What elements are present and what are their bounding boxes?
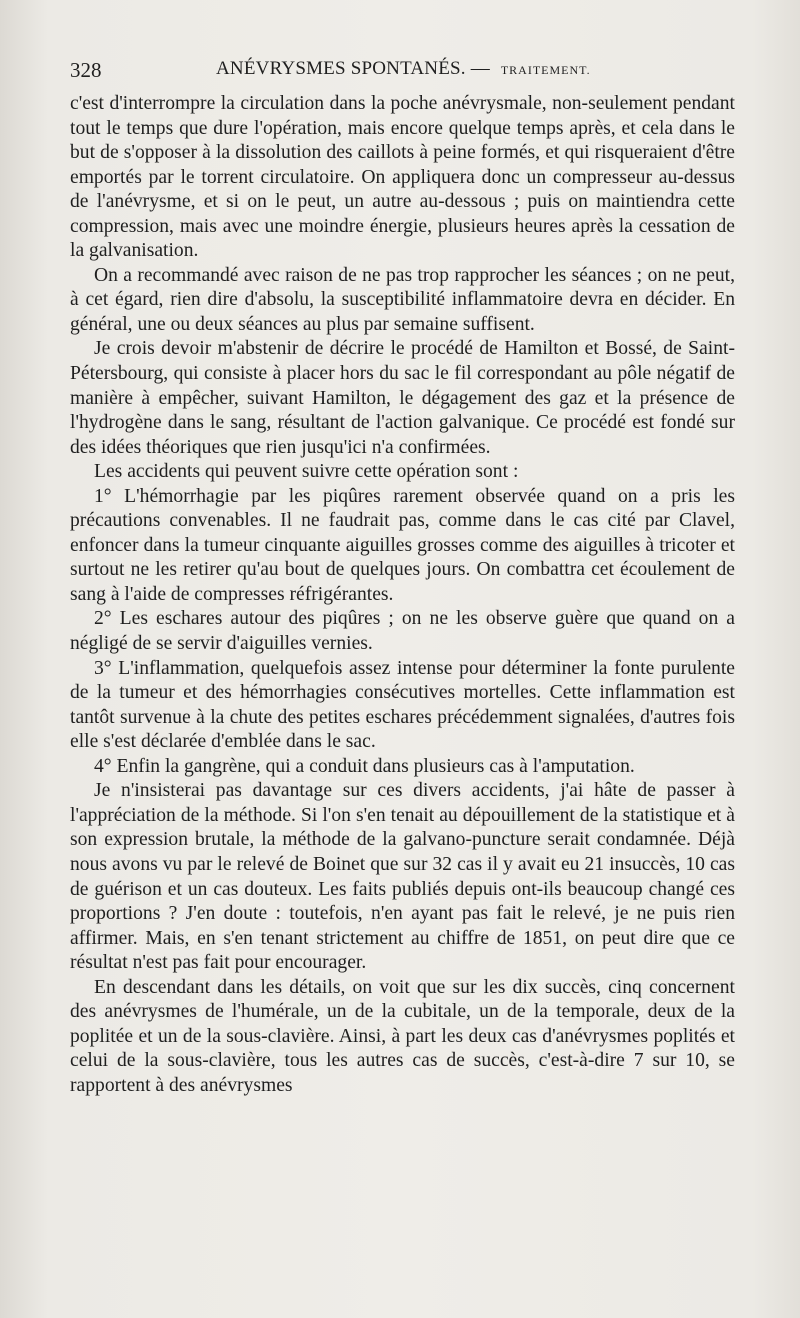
paragraph: On a recommandé avec raison de ne pas trop rapprocher les séances ; on ne peut, à cet égard, rien dire d'absolu, la susceptibilité inflammatoire devra en décider. En général, une ou deux séances au plus par semaine suffisent.	[70, 264, 735, 335]
running-header	[70, 58, 735, 88]
title-dash: —	[470, 58, 490, 79]
body-text	[70, 92, 735, 1098]
list-item-hemorrhage: 1° L'hémorrhagie par les piqûres rarement observée quand on a pris les précautions convenables. Il ne faudrait pas, comme dans le cas cité par Clavel, enfoncer dans la tumeur cinquante aiguilles grosses comme des aiguilles à tricoter et surtout ne les retirer qu'au bout de quelques jours. On combattra cet écoulement de sang à l'aide de compresses réfrigérantes.	[70, 485, 735, 605]
paragraph-continuation: c'est d'interrompre la circulation dans la poche anévrysmale, non-seulement pendant tout le temps que dure l'opération, mais encore quelque temps après, et cela dans le but de s'opposer à la dissolution des caillots à peine formés, et qui risqueraient d'être emportés par le torrent circulatoire. On appliquera donc un compresseur au-dessus de l'anévrysme, et si on le peut, un autre au-dessous ; puis on maintiendra cette compression, mais avec une moindre énergie, plusieurs heures après la cessation de la galvanisation.	[70, 93, 735, 262]
list-item-eschares: 2° Les eschares autour des piqûres ; on ne les observe guère que quand on a négligé de se servir d'aiguilles vernies.	[70, 608, 735, 655]
list-item-inflammation: 3° L'inflammation, quelquefois assez intense pour déterminer la fonte purulente de la tumeur et des hémorrhagies consécutives mortelles. Cette inflammation est tantôt survenue à la chute des petites eschares précédemment signalées, d'autres fois elle s'est déclarée d'emblée dans le sac.	[70, 657, 735, 753]
paragraph: Je n'insisterai pas davantage sur ces divers accidents, j'ai hâte de passer à l'appréciation de la méthode. Si l'on s'en tenait au dépouillement de la statistique et à son expression brutale, la méthode de la galvano-puncture serait condamnée. Déjà nous avons vu par le relevé de Boinet que sur 32 cas il y avait eu 21 insuccès, 10 cas de guérison et un cas douteux. Les faits publiés depuis ont-ils beaucoup changé ces proportions ? J'en doute : toutefois, n'en ayant pas fait le relevé, je ne puis rien affirmer. Mais, en s'en tenant strictement au chiffre de 1851, on peut dire que ce résultat n'est pas fait pour encourager.	[70, 780, 735, 974]
paragraph: Je crois devoir m'abstenir de décrire le procédé de Hamilton et Bossé, de Saint-Pétersbourg, qui consiste à placer hors du sac le fil correspondant au pôle négatif de manière à empêcher, suivant Hamilton, le dégagement des gaz et la présence de l'hydrogène dans le sang, résultant de l'action galvanique. Ce procédé est fondé sur des idées théoriques que rien jusqu'ici n'a confirmées.	[70, 338, 735, 458]
paragraph: En descendant dans les détails, on voit que sur les dix succès, cinq concernent des anévrysmes de l'humérale, un de la cubitale, un de la temporale, deux de la poplitée et un de la sous-clavière. Ainsi, à part les deux cas d'anévrysmes poplités et celui de la sous-clavière, tous les autres cas de succès, c'est-à-dire 7 sur 10, se rapportent à des anévrysmes	[70, 976, 735, 1096]
list-item-gangrene: 4° Enfin la gangrène, qui a conduit dans plusieurs cas à l'amputation.	[94, 755, 635, 777]
running-title	[216, 58, 591, 80]
page-number: 328	[70, 58, 102, 82]
chapter-title: ANÉVRYSMES SPONTANÉS.	[216, 58, 466, 79]
section-title: TRAITEMENT.	[500, 63, 591, 77]
paragraph: Les accidents qui peuvent suivre cette opération sont :	[94, 461, 519, 483]
